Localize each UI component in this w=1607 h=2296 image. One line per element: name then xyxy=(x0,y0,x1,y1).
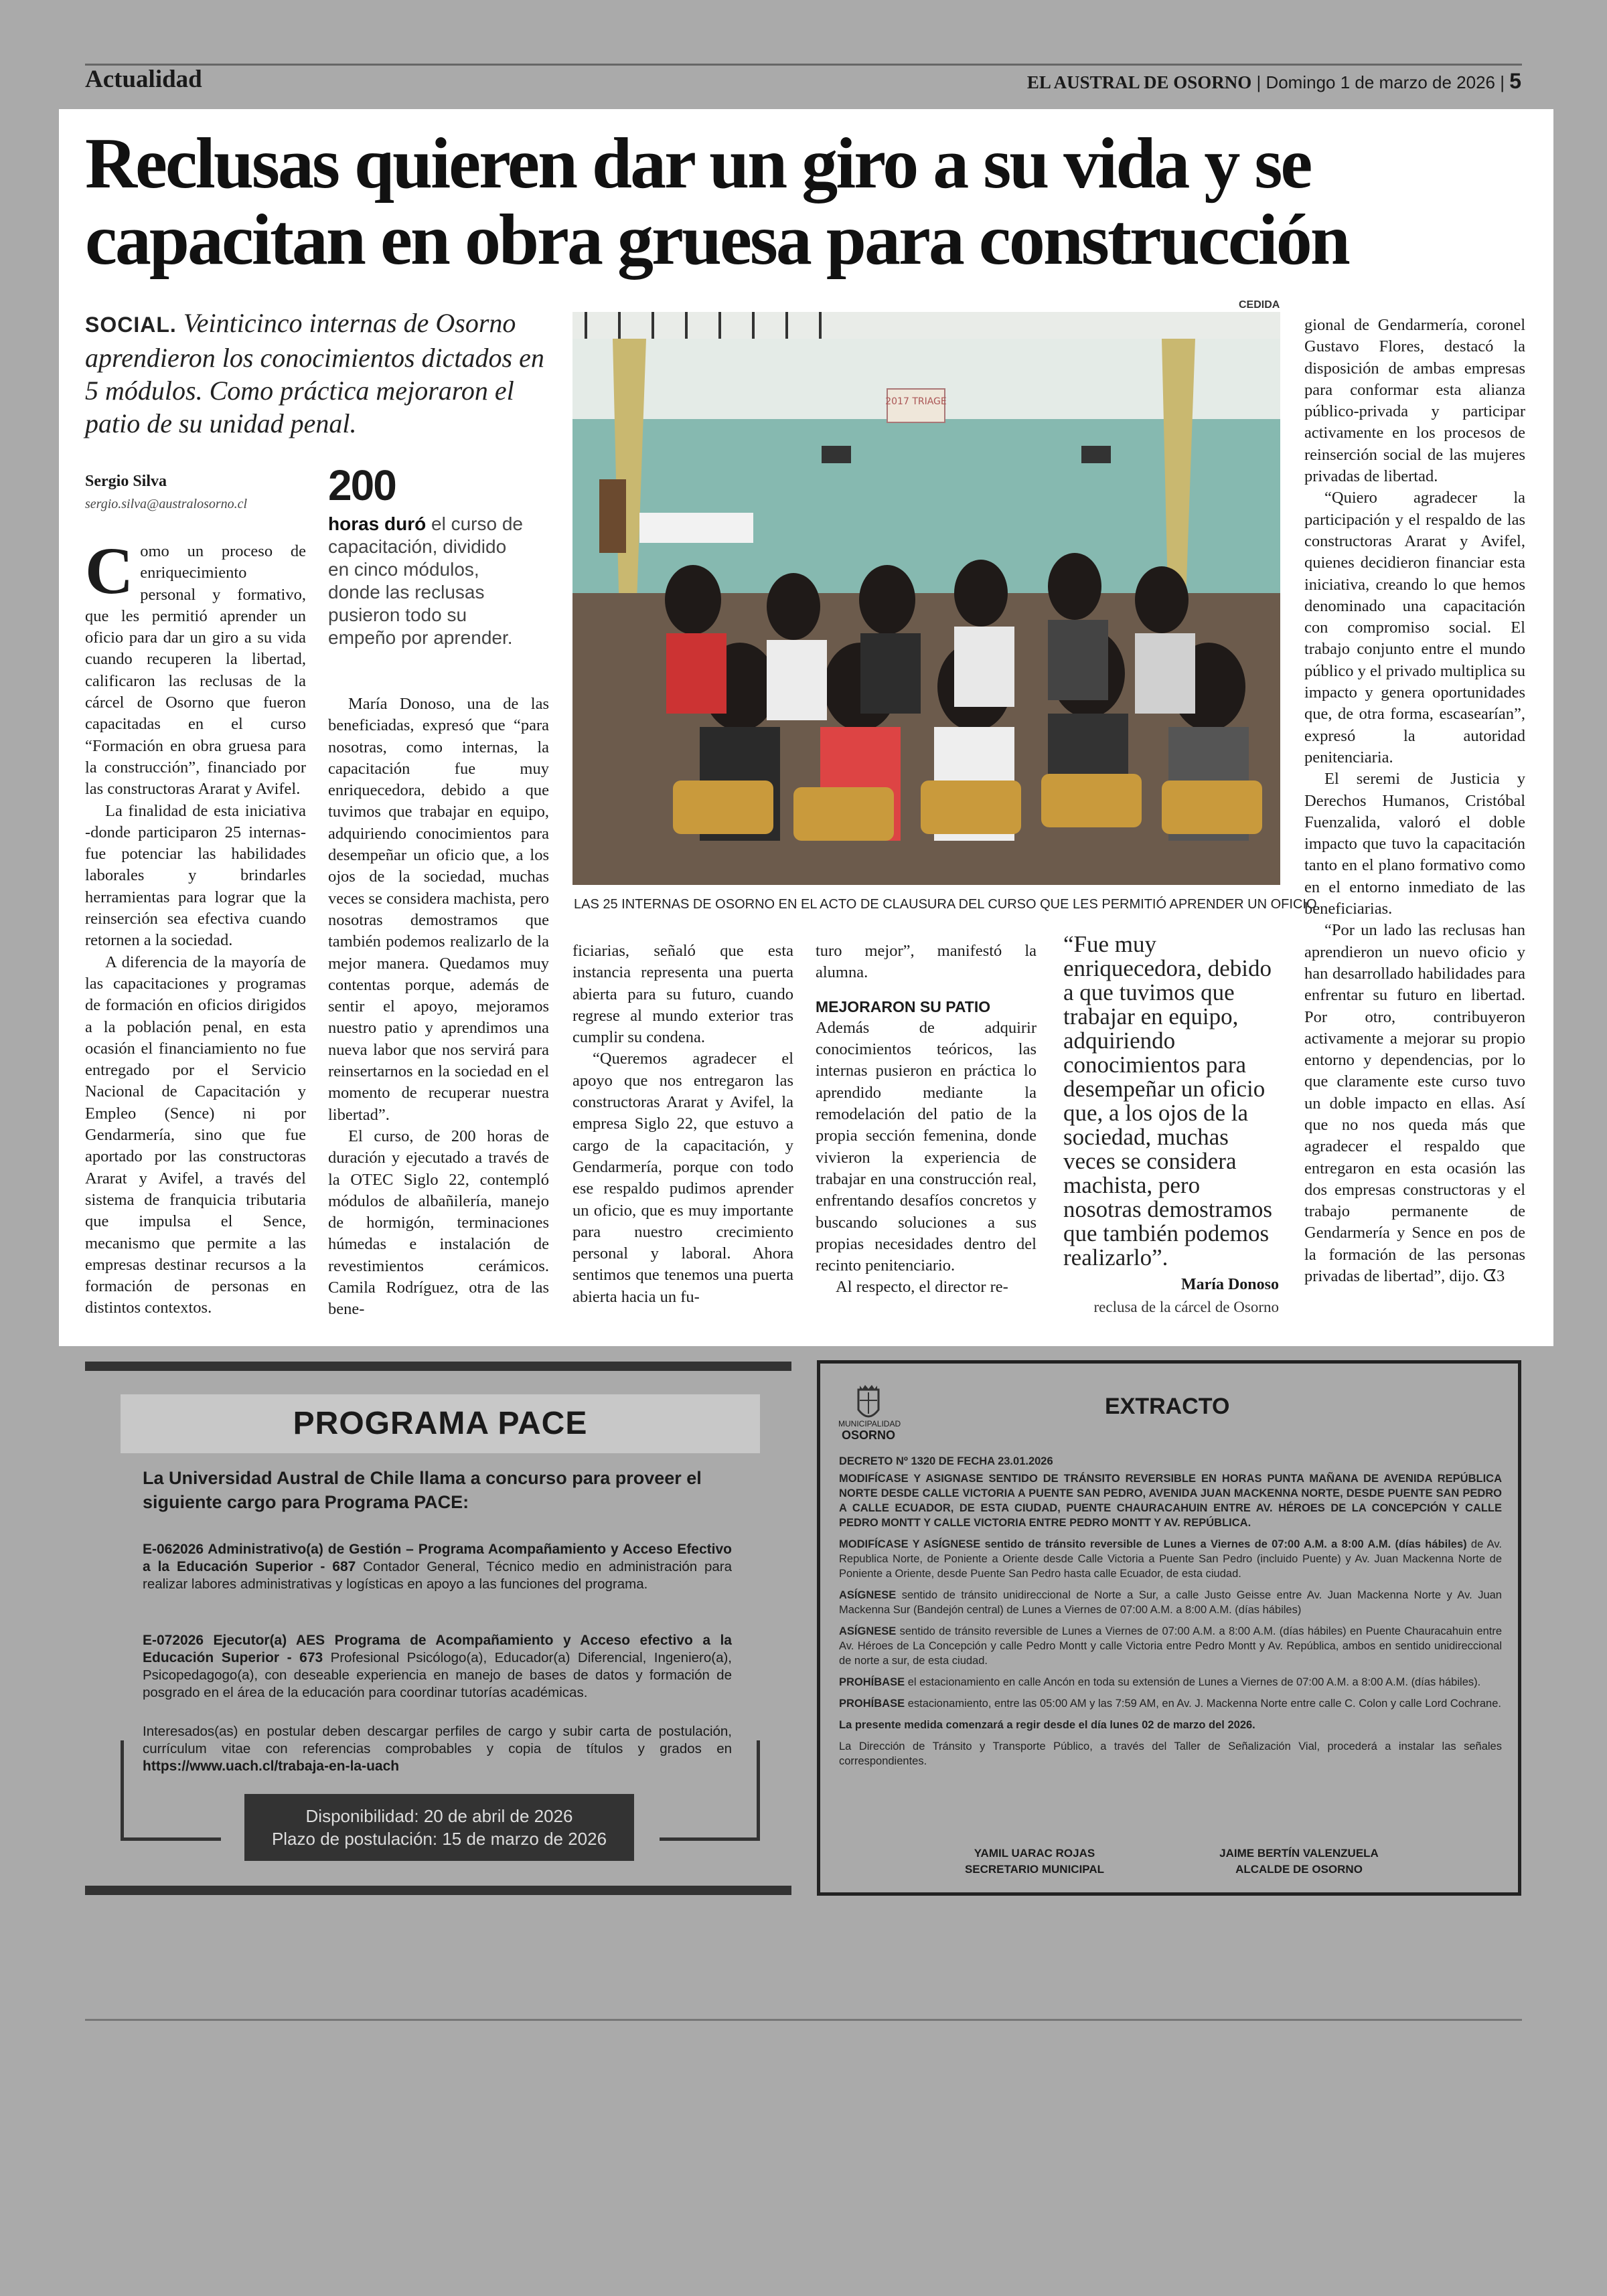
extracto-p2-bold: MODIFÍCASE Y ASÍGNESE sentido de tránsito reversible de Lunes a Viernes de 07:00 A.M. a 8:00 A.M. (días hábiles) xyxy=(839,1538,1467,1550)
extracto-paragraph-4 xyxy=(839,1624,1502,1668)
pace-intro: La Universidad Austral de Chile llama a concurso para proveer el siguiente cargo para Programa PACE: xyxy=(143,1468,702,1512)
stat-number: 200 xyxy=(328,461,396,509)
pace-apply-text: Interesados(as) en postular deben descargar perfiles de cargo y subir carta de postulación, currículum vitae con referencias comprobables y copia de títulos y grados en xyxy=(143,1724,732,1756)
signature-secretary-role: SECRETARIO MUNICIPAL xyxy=(964,1863,1105,1876)
section-label: Actualidad xyxy=(85,66,202,93)
photo-credit: CEDIDA xyxy=(1239,299,1280,311)
pace-corner-right-h xyxy=(660,1837,760,1841)
article-column-1 xyxy=(85,534,306,1319)
signature-secretary-name: YAMIL UARAC ROJAS xyxy=(974,1847,1095,1860)
col5-paragraph-4-text: “Por un lado las reclusas han aprendieron un nuevo oficio y han desarrollado habilidades para enfrentar su futuro en libertad. Por otro, contribuyeron activamente a mejorar su propio entorno y dependencias, por lo que claramente este curso tuvo un doble impacto en ellas. Así que no nos queda más que agradecer el respaldo que entregaron en esta ocasión las dos empresas constructoras y el trabajo permanente de Gendarmería y Sence en pos de la formación de las personas privadas de libertad”, dijo. xyxy=(1304,921,1525,1286)
stat-bold: horas duró xyxy=(328,513,427,534)
headline-line-1: Reclusas quieren dar un giro a su vida y se xyxy=(85,124,1311,203)
pace-frame-top xyxy=(85,1362,791,1371)
issue-date: | Domingo 1 de marzo de 2026 | xyxy=(1256,72,1505,92)
extracto-paragraph-6 xyxy=(839,1696,1502,1711)
extracto-title: EXTRACTO xyxy=(1105,1394,1230,1419)
pace-dates-box xyxy=(244,1794,634,1861)
col3-paragraph-2: “Queremos agradecer el apoyo que nos entregaron las constructoras Ararat y Avifel, la empresa Siglo 22, que estuvo a cargo de la capacitación, y Gendarmería, porque con todo ese respaldo pudimos aprender un oficio, que es muy importante para nuestro crecimiento personal y laboral. Ahora sentimos que tenemos una puerta abierta hacia un fu- xyxy=(572,1050,793,1306)
extracto-p3-text: sentido de tránsito unidireccional de Norte a Sur, a calle Justo Geisse entre Av. Juan Mackenna Norte y Av. Juan Mackenna Sur (Bandejón central) de Lunes a Viernes de 07:00 A.M. a 8:00 A.M. (días hábiles) xyxy=(839,1589,1502,1616)
extracto-p4-bold: ASÍGNESE xyxy=(839,1625,897,1637)
extracto-p4-text: sentido de tránsito reversible de Lunes a Viernes de 07:00 A.M. a 8:00 A.M. (días hábiles) en Puente Chauracahuin entre Av. Héroes de La Concepción y calle Pedro Montt y calle Victoria entre Pedro Montt y Av. República, ambos en sentido unidireccional de norte a sur, de esta ciudad. xyxy=(839,1625,1502,1667)
headline-line-2: capacitan en obra gruesa para construcción xyxy=(85,200,1349,280)
logo-small-text: MUNICIPALIDAD xyxy=(838,1419,901,1428)
col3-paragraph-1: ficiarias, señaló que esta instancia representa una puerta abierta para su futuro, cuando regrese al mundo exterior tras cumplir su condena. xyxy=(572,942,793,1047)
col1-paragraph-1: omo un proceso de enriquecimiento personal y formativo, que les permitió aprender un oficio para dar un giro a su vida cuando recuperen la libertad, calificaron las reclusas de la cárcel de Osorno que fueron capacitadas en el curso “Formación en obra gruesa para la construcción”, financiado por las constructoras Ararat y Avifel. xyxy=(85,542,306,799)
pace-job-2-desc: Profesional Psicólogo(a), Educador(a) Diferencial, Ingeniero(a), Psicopedagogo(a), con deseable experiencia en manejo de bases de datos y formación de posgrado en el área de la educación para coordinar tutorías académicas. xyxy=(143,1650,732,1700)
stat-text xyxy=(328,513,529,649)
col5-paragraph-1: gional de Gendarmería, coronel Gustavo Flores, destacó la disposición de ambas empresas para conformar esta alianza público-privada y participar activamente en los procesos de reinserción social de las mujeres privadas de libertad. xyxy=(1304,316,1525,486)
extracto-p6-text: estacionamiento, entre las 05:00 AM y las 7:59 AM, en Av. J. Mackenna Norte entre calle C. Colon y calle Lord Cochrane. xyxy=(905,1698,1501,1710)
lead-text: Veinticinco internas de Osorno aprendieron los conocimientos dictados en 5 módulos. Como práctica mejoraron el patio de su unidad penal. xyxy=(85,308,544,438)
extracto-paragraph-3 xyxy=(839,1588,1502,1617)
end-mark-icon: ᗧ3 xyxy=(1482,1267,1505,1286)
photo-caption: LAS 25 INTERNAS DE OSORNO EN EL ACTO DE CLAUSURA DEL CURSO QUE LES PERMITIÓ APRENDER UN OFICIO. xyxy=(574,897,1321,912)
col4-paragraph-3: Al respecto, el director re- xyxy=(836,1278,1008,1297)
signature-mayor xyxy=(1199,1846,1399,1878)
page-number: 5 xyxy=(1509,69,1521,93)
photo-illustration xyxy=(572,312,1280,885)
col1-paragraph-2: La finalidad de esta iniciativa -donde participaron 25 internas- fue potenciar las habilidades laborales y brindarles herramientas para lograr que la reinserción sea efectiva cuando retornen a la sociedad. xyxy=(85,801,306,950)
extracto-decree: DECRETO Nº 1320 DE FECHA 23.01.2026 xyxy=(839,1455,1053,1467)
pace-title: PROGRAMA PACE xyxy=(121,1394,760,1453)
stat-body: el curso de capacitación, dividido en cinco módulos, donde las reclusas pusieron todo su empeño por aprender. xyxy=(328,513,523,648)
lead-tag: SOCIAL. xyxy=(85,313,177,337)
extracto-p5-bold: PROHÍBASE xyxy=(839,1676,905,1688)
pace-corner-left-v xyxy=(121,1740,124,1841)
pace-apply xyxy=(143,1723,732,1775)
quote-attribution-name: María Donoso xyxy=(1181,1276,1279,1293)
page-header-info xyxy=(1027,69,1521,94)
pace-job-2 xyxy=(143,1632,732,1702)
col5-paragraph-2: “Quiero agradecer la participación y el respaldo de las constructoras Ararat y Avifel, quienes decidieron financiar esta iniciativa, creando lo que hemos denominado una capacitación con compromiso social. El trabajo conjunto entre el mundo público y el privado multiplica su impacto y genera oportunidades que, de otra forma, escasearían”, expresó la autoridad penitenciaria. xyxy=(1304,489,1526,766)
signature-secretary xyxy=(934,1846,1135,1878)
col2-paragraph-2: El curso, de 200 horas de duración y ejecutado a través de la OTEC Siglo 22, contempló módulos de albañilería, manejo de hormigón, terminaciones húmedas e instalación de revestimientos cerámicos. Camila Rodríguez, otra de las bene- xyxy=(328,1127,549,1319)
col5-paragraph-3: El seremi de Justicia y Derechos Humanos, Cristóbal Fuenzalida, valoró el doble impacto que tuvo la capacitación tanto en el plano formativo como en el entorno inmediato de las beneficiarias. xyxy=(1304,770,1525,918)
pull-quote: “Fue muy enriquecedora, debido a que tuvimos que trabajar en equipo, adquiriendo conocimientos para desempeñar un oficio que, a los ojos de la sociedad, muchas veces se considera machista, pero nosotras demostramos que también podemos realizarlo”. xyxy=(1063,931,1273,1270)
pace-job-1-desc: Contador General, Técnico medio en administración para realizar labores administrativas y logísticas en apoyo a las funciones del programa. xyxy=(143,1559,732,1592)
extracto-p5-text: el estacionamiento en calle Ancón en toda su extensión de Lunes a Viernes de 07:00 A.M. a 8:00 A.M. (días hábiles). xyxy=(905,1676,1481,1688)
extracto-paragraph-2 xyxy=(839,1537,1502,1581)
article-column-5 xyxy=(1304,315,1525,1287)
headline xyxy=(85,126,1491,278)
extracto-paragraph-5 xyxy=(839,1675,1502,1690)
pace-corner-right-v xyxy=(757,1740,760,1841)
extracto-paragraph-1: MODIFÍCASE Y ASIGNASE SENTIDO DE TRÁNSITO REVERSIBLE EN HORAS PUNTA MAÑANA DE AVENIDA REPÚBLICA NORTE DESDE CALLE VICTORIA A PUENTE SAN PEDRO, AVENIDA JUAN MACKENNA NORTE, DESDE PUENTE SAN PEDRO A CALLE ECUADOR, DE ESTA CIUDAD, PUENTE CHAURACAHUIN ENTRE AV. HÉROES DE LA CONCEPCIÓN Y CALLE PEDRO MONTT Y CALLE VICTORIA ENTRE PEDRO MONTT Y AV. REPÚBLICA. xyxy=(839,1473,1502,1529)
col4-subheading: MEJORARON SU PATIO xyxy=(816,997,991,1015)
col4-paragraph-1: turo mejor”, manifestó la alumna. xyxy=(816,942,1037,982)
extracto-p3-bold: ASÍGNESE xyxy=(839,1589,897,1601)
author-email: sergio.silva@australosorno.cl xyxy=(85,497,248,511)
author-name: Sergio Silva xyxy=(85,473,167,490)
page-bottom-rule xyxy=(85,2019,1522,2021)
gym-sign: 2017 TRIAGE xyxy=(885,396,947,407)
pace-frame-bottom xyxy=(85,1886,791,1895)
pace-apply-link[interactable]: https://www.uach.cl/trabaja-en-la-uach xyxy=(143,1758,400,1774)
pace-job-1-title: E-062026 Administrativo(a) de Gestión – Programa Acompañamiento y Acceso Efectivo a la Educación Superior - 687 xyxy=(143,1542,732,1574)
pace-deadline: Plazo de postulación: 15 de marzo de 2026 xyxy=(271,1829,607,1849)
extracto-paragraph-7: La presente medida comenzará a regir desde el día lunes 02 de marzo del 2026. xyxy=(839,1719,1255,1731)
article-column-2 xyxy=(328,693,549,1321)
signature-mayor-name: JAIME BERTÍN VALENZUELA xyxy=(1219,1847,1379,1860)
quote-attribution-role: reclusa de la cárcel de Osorno xyxy=(1093,1299,1279,1315)
pace-availability: Disponibilidad: 20 de abril de 2026 xyxy=(305,1806,573,1826)
pace-corner-left-h xyxy=(121,1837,221,1841)
signature-mayor-role: ALCALDE DE OSORNO xyxy=(1235,1863,1363,1876)
extracto-p2-text: de Av. Republica Norte, de Poniente a Oriente desde Calle Victoria a Puente San Pedro (incluido Puente) y Av. Juan Mackenna Norte de Poniente a Oriente, desde Puente San Pedro hasta calle Ecuador, de esta ciudad. xyxy=(839,1538,1502,1580)
article-photo xyxy=(572,312,1280,885)
extracto-paragraph-8: La Dirección de Tránsito y Transporte Público, a través del Taller de Señalización Vial, procederá a instalar las señales correspondientes. xyxy=(839,1740,1502,1767)
pace-job-2-title: E-072026 Ejecutor(a) AES Programa de Acompañamiento y Acceso efectivo a la Educación Superior - 673 xyxy=(143,1633,732,1665)
article-column-3 xyxy=(572,940,793,1308)
col1-paragraph-3: A diferencia de la mayoría de las capacitaciones y programas de formación en oficios dirigidos a la población penal, en esta ocasión el financiamiento no fue entregado por el Servicio Nacional de Capacitación y Empleo (Sence) ni por Gendarmería, sino que fue aportado por las constructoras Ararat y Avifel, a través del sistema de franquicia tributaria que impulsa el Sence, mecanismo que permite a las empresas destinar recursos a la formación de personas en distintos contextos. xyxy=(85,953,306,1317)
pace-job-1 xyxy=(143,1541,732,1593)
extracto-body xyxy=(839,1454,1502,1775)
col4-paragraph-2: Además de adquirir conocimientos teóricos, las internas pusieron en práctica lo aprendido mediante la remodelación del patio de la propia sección femenina, donde vivieron la experiencia de trabajar en una construcción real, enfrentando desafíos concretos y buscando soluciones a sus propias necesidades dentro del recinto penitenciario. xyxy=(816,1018,1037,1275)
logo-big-text: OSORNO xyxy=(841,1428,895,1442)
municipality-logo-text xyxy=(838,1419,899,1443)
lead-paragraph xyxy=(85,307,547,440)
col5-paragraph-4 xyxy=(1304,920,1525,1287)
col2-paragraph-1: María Donoso, una de las beneficiadas, expresó que “para nosotras, como internas, la capacitación fue muy enriquecedora, debido a que tuvimos que trabajar en equipo, adquiriendo conocimientos para desempeñar un oficio que, a los ojos de la sociedad, muchas veces se considera machista, pero nosotras demostramos que también podemos realizarlo de la mejor manera. Quedamos muy contentas porque, además de sentir el apoyo, mejoramos nuestro patio y aprendimos una nueva labor que nos servirá para reinsertarnos en la sociedad en el momento de recuperar nuestra libertad”. xyxy=(328,695,549,1124)
article-column-4 xyxy=(816,940,1037,1299)
drop-cap: C xyxy=(85,534,134,608)
extracto-p6-bold: PROHÍBASE xyxy=(839,1698,905,1710)
publication-name: EL AUSTRAL DE OSORNO xyxy=(1026,72,1252,92)
